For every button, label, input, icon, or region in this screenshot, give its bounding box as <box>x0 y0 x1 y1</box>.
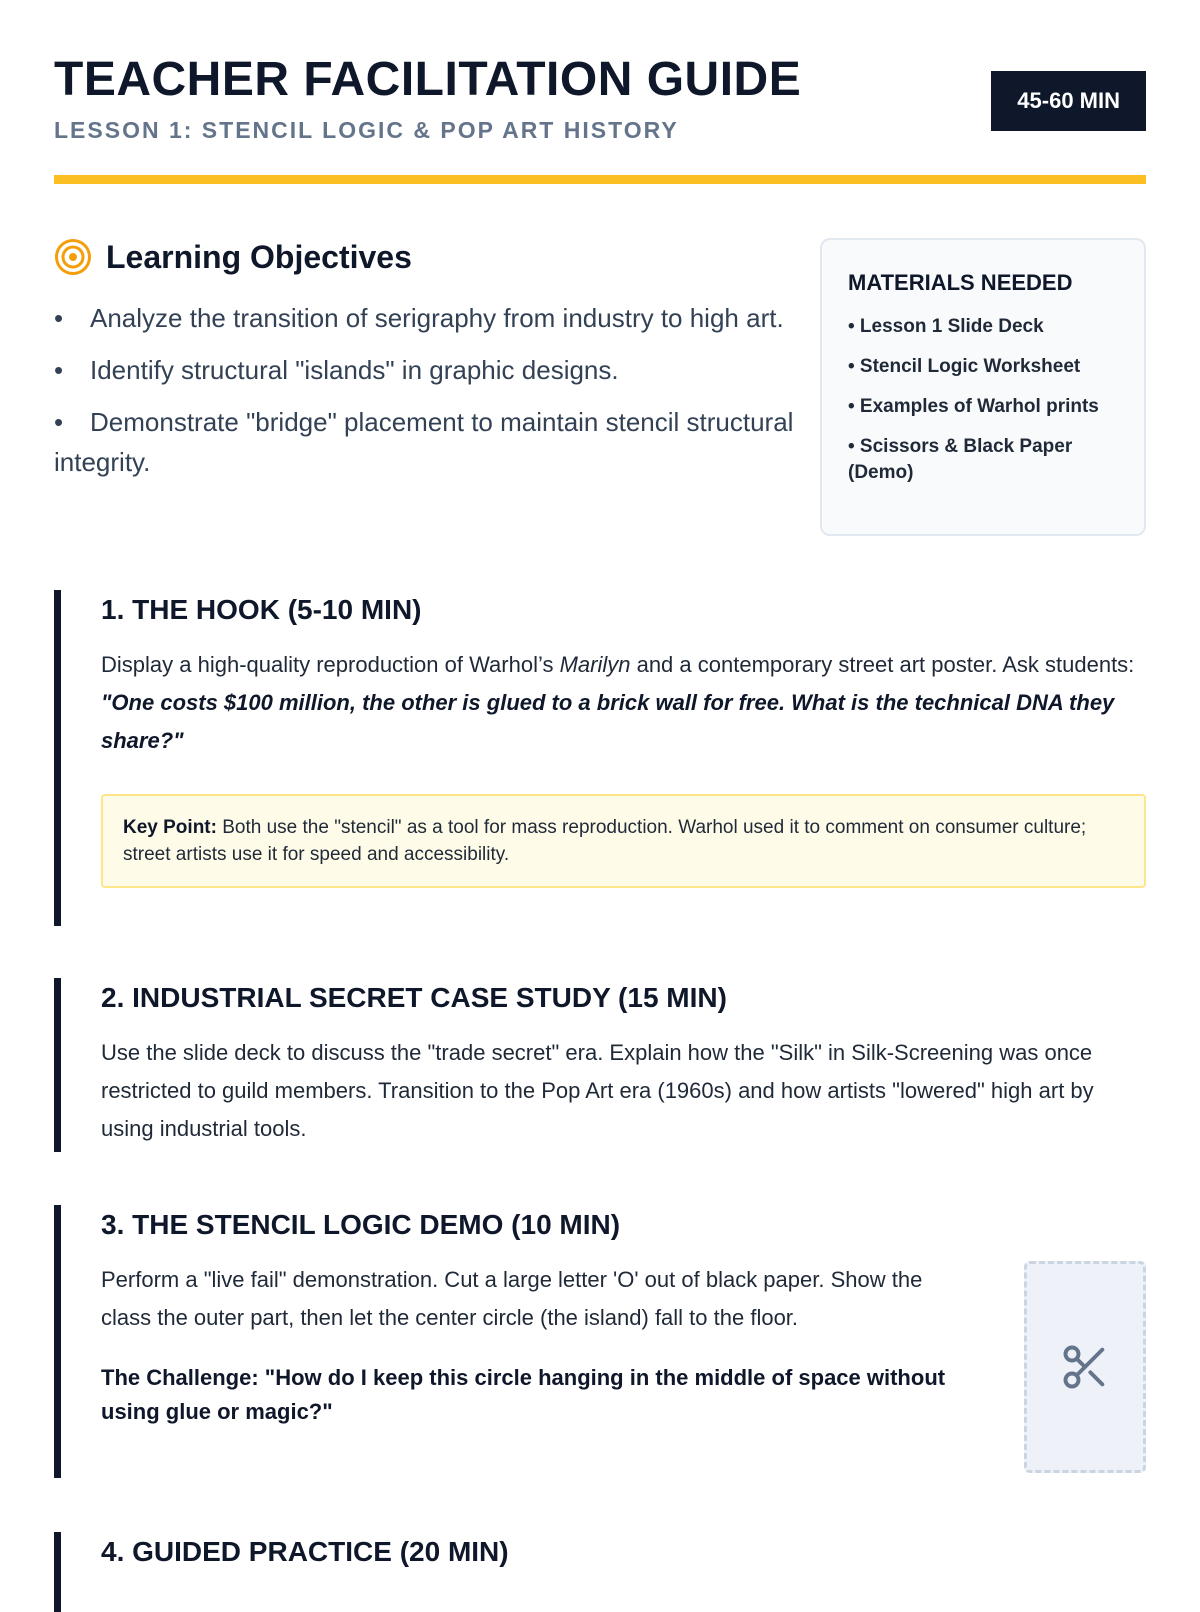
demo-text <box>101 1261 974 1473</box>
learning-objectives <box>54 238 794 494</box>
key-point-text: Both use the "stencil" as a tool for mass reproduction. Warhol used it to comment on consumer culture; street artists use it for speed and accessibility. <box>123 817 1087 865</box>
section-demo <box>54 1205 1146 1478</box>
section-case-study <box>54 978 1146 1152</box>
section-title: 1. THE HOOK (5-10 MIN) <box>101 594 422 625</box>
duration-badge: 45-60 MIN <box>991 71 1146 131</box>
section-hook <box>54 590 1146 926</box>
key-point-callout <box>101 794 1146 888</box>
scissors-placeholder <box>1024 1261 1146 1473</box>
bullet-icon: • <box>54 303 64 333</box>
target-icon <box>54 238 92 276</box>
page-title: TEACHER FACILITATION GUIDE <box>54 53 802 106</box>
section-title: 3. THE STENCIL LOGIC DEMO (10 MIN) <box>101 1209 621 1240</box>
section-guided-practice <box>54 1532 1146 1612</box>
section-title: 4. GUIDED PRACTICE (20 MIN) <box>101 1536 509 1567</box>
lesson-subtitle: LESSON 1: STENCIL LOGIC & POP ART HISTORY <box>54 116 679 143</box>
objectives-title: Learning Objectives <box>106 238 412 275</box>
scissors-icon <box>1059 1341 1111 1393</box>
section-body: Use the slide deck to discuss the "trade secret" era. Explain how the "Silk" in Silk-Screening was once restricted to guild members. Transition to the Pop Art era (1960s) and how artists "lowered" high art by using industrial tools. <box>101 1040 1094 1141</box>
header <box>54 54 1146 144</box>
objectives-heading <box>54 238 794 276</box>
section-title: 2. INDUSTRIAL SECRET CASE STUDY (15 MIN) <box>101 982 727 1013</box>
section-body: Display a high-quality reproduction of Warhol’s Marilyn and a contemporary street art poster. Ask students: <box>101 652 1135 677</box>
objective-item: • Analyze the transition of serigraphy from industry to high art. <box>54 298 794 338</box>
bullet-icon: • <box>54 407 64 437</box>
objective-item: • Identify structural "islands" in graphic designs. <box>54 350 794 390</box>
material-item: • Examples of Warhol prints <box>848 396 1099 417</box>
material-item: • Lesson 1 Slide Deck <box>848 316 1044 337</box>
materials-box <box>820 238 1146 536</box>
bullet-icon: • <box>54 355 64 385</box>
objective-item: • Demonstrate "bridge" placement to maintain stencil structural integrity. <box>54 402 794 482</box>
header-divider <box>54 175 1146 184</box>
section-body: Perform a "live fail" demonstration. Cut a large letter 'O' out of black paper. Show the class the outer part, then let the center circle (the island) fall to the floor. <box>101 1267 923 1330</box>
objectives-list <box>54 298 794 482</box>
material-item: • Scissors & Black Paper (Demo) <box>848 436 1073 483</box>
demo-content <box>101 1261 1146 1473</box>
hook-question: "One costs $100 million, the other is glued to a brick wall for free. What is the technical DNA they share?" <box>101 690 1115 753</box>
material-item: • Stencil Logic Worksheet <box>848 356 1081 377</box>
demo-challenge: The Challenge: "How do I keep this circle hanging in the middle of space without using glue or magic?" <box>101 1365 946 1424</box>
materials-title: MATERIALS NEEDED <box>848 270 1073 295</box>
key-point-label: Key Point: <box>123 817 217 838</box>
